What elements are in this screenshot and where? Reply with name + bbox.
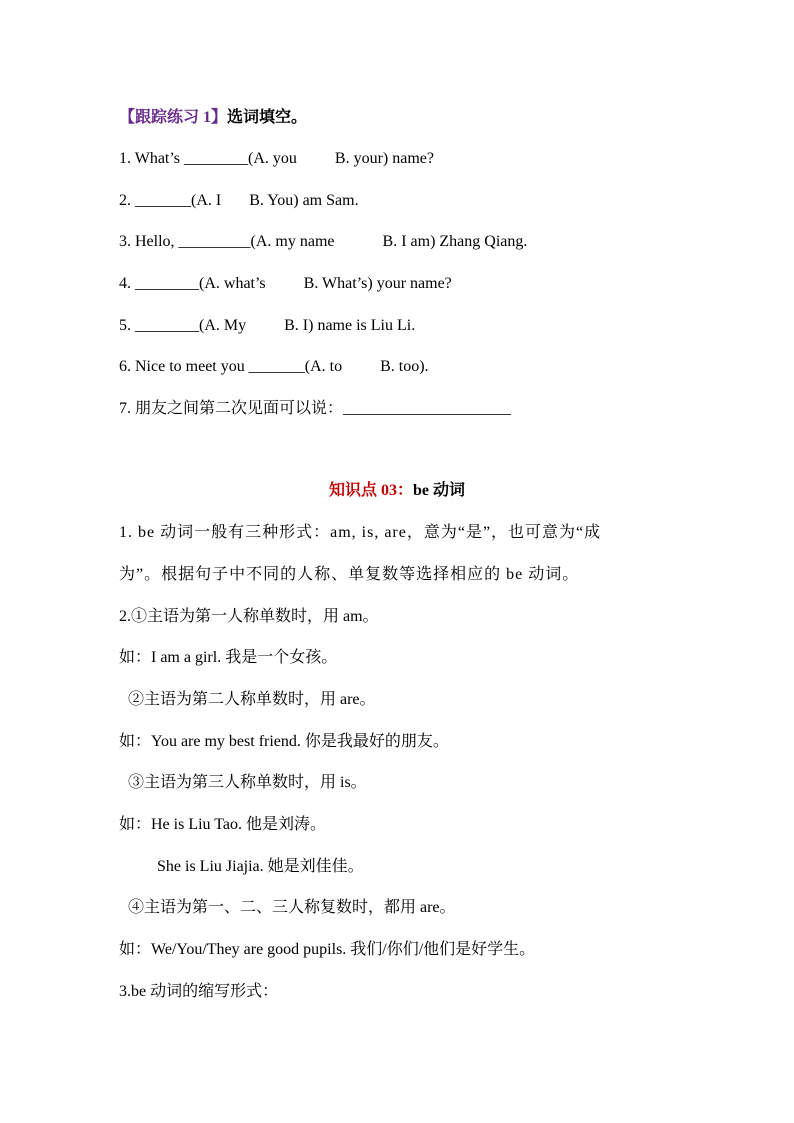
answer-blank: _____________________: [343, 400, 512, 417]
practice-item-6: [119, 356, 429, 378]
practice-item-4: [119, 273, 452, 295]
item-stem: 6. Nice to meet you: [119, 358, 245, 375]
answer-blank: ________: [184, 150, 249, 167]
option-b: B. What’s) your name?: [303, 275, 452, 292]
option-a: (A. to: [304, 358, 343, 375]
answer-blank: ________: [135, 317, 199, 334]
answer-blank: ________: [135, 275, 199, 292]
item-stem: 2.: [119, 192, 131, 209]
option-a: (A. I: [191, 192, 222, 209]
practice-item-3: [119, 231, 527, 253]
item-stem: 5.: [119, 317, 131, 334]
option-b: B. I) name is Liu Li.: [284, 317, 416, 334]
option-a: (A. you: [248, 150, 297, 167]
section-title-suffix: be 动词: [413, 482, 466, 499]
item-stem: 4.: [119, 275, 131, 292]
option-b: B. your) name?: [334, 150, 434, 167]
practice-heading: [119, 107, 307, 129]
paragraph-1-line-2: 为”。根据句子中不同的人称、单复数等选择相应的 be 动词。: [119, 566, 580, 583]
answer-blank: _________: [178, 233, 251, 250]
rule-3: ③主语为第三人称单数时，用 is。: [128, 774, 367, 791]
item-stem: 3. Hello,: [119, 233, 175, 250]
option-b: B. You) am Sam.: [249, 192, 359, 209]
practice-item-5: [119, 315, 415, 337]
section-title: [0, 480, 794, 502]
option-a: (A. what’s: [199, 275, 266, 292]
practice-bracket-label: 【跟踪练习 1】: [119, 109, 228, 126]
practice-item-2: [119, 190, 359, 212]
example-3a: 如：He is Liu Tao. 他是刘涛。: [119, 816, 327, 833]
section-title-prefix: 知识点 03：: [328, 482, 413, 499]
option-b: B. too).: [380, 358, 429, 375]
answer-blank: _______: [248, 358, 305, 375]
option-a: (A. My: [199, 317, 247, 334]
example-2: 如：You are my best friend. 你是我最好的朋友。: [119, 733, 449, 750]
rule-2: ②主语为第二人称单数时，用 are。: [128, 691, 376, 708]
paragraph-3: 3.be 动词的缩写形式：: [119, 983, 279, 1000]
practice-item-7: [119, 398, 511, 420]
item-stem: 7. 朋友之间第二次见面可以说：: [119, 400, 344, 417]
example-1: 如：I am a girl. 我是一个女孩。: [119, 649, 338, 666]
rule-4: ④主语为第一、二、三人称复数时，都用 are。: [128, 899, 456, 916]
practice-item-1: [119, 148, 434, 170]
option-a: (A. my name: [250, 233, 335, 250]
example-3b: She is Liu Jiajia. 她是刘佳佳。: [157, 858, 364, 875]
example-4: 如：We/You/They are good pupils. 我们/你们/他们是好学生。: [119, 941, 536, 958]
paragraph-1-line-1: 1. be 动词一般有三种形式：am, is, are，意为“是”，也可意为“成: [119, 524, 602, 541]
practice-instruction: 选词填空。: [227, 109, 308, 126]
option-b: B. I am) Zhang Qiang.: [382, 233, 528, 250]
item-stem: 1. What’s: [119, 150, 181, 167]
rule-1: 2.①主语为第一人称单数时，用 am。: [119, 608, 379, 625]
answer-blank: _______: [135, 192, 191, 209]
